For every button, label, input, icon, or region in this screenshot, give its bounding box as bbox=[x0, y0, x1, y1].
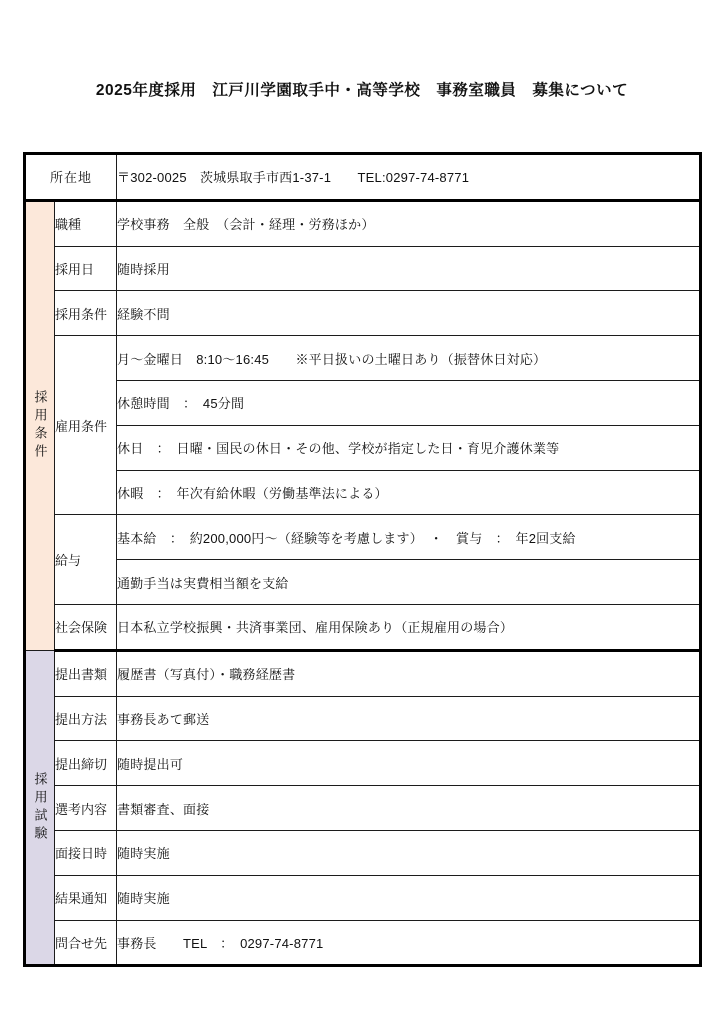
table-row-holidays bbox=[25, 425, 701, 470]
holidays-value: 休日 ： 日曜・国民の休日・その他、学校が指定した日・育児介護休業等 bbox=[117, 425, 701, 470]
table-row-leave bbox=[25, 470, 701, 515]
interview-value: 随時実施 bbox=[117, 830, 701, 875]
submission-method-value: 事務長あて郵送 bbox=[117, 696, 701, 741]
recruitment-table bbox=[23, 152, 702, 967]
hire-date-label: 採用日 bbox=[55, 246, 117, 291]
location-value: 〒302-0025 茨城県取手市西1-37-1 TEL:0297-74-8771 bbox=[117, 154, 701, 201]
documents-value: 履歴書（写真付）・職務経歴書 bbox=[117, 650, 701, 696]
table-row-hire-date bbox=[25, 246, 701, 291]
table-row-job-type bbox=[25, 200, 701, 246]
table-row-notification bbox=[25, 875, 701, 920]
deadline-label: 提出締切 bbox=[55, 741, 117, 786]
submission-method-label: 提出方法 bbox=[55, 696, 117, 741]
contact-label: 問合せ先 bbox=[55, 920, 117, 966]
table-row-social-insurance bbox=[25, 604, 701, 650]
employment-conditions-label: 雇用条件 bbox=[55, 336, 117, 515]
notification-value: 随時実施 bbox=[117, 875, 701, 920]
table-row-deadline bbox=[25, 741, 701, 786]
notification-label: 結果通知 bbox=[55, 875, 117, 920]
social-insurance-label: 社会保険 bbox=[55, 604, 117, 650]
table-row-screening bbox=[25, 786, 701, 831]
contact-value: 事務長 TEL ： 0297-74-8771 bbox=[117, 920, 701, 966]
location-label: 所在地 bbox=[25, 154, 117, 201]
commute-allowance-value: 通勤手当は実費相当額を支給 bbox=[117, 560, 701, 605]
table-row-location bbox=[25, 154, 701, 201]
job-type-value: 学校事務 全般 （会計・経理・労務ほか） bbox=[117, 200, 701, 246]
table-row-documents bbox=[25, 650, 701, 696]
base-salary-value: 基本給 ： 約200,000円～（経験等を考慮します） ・ 賞与 ： 年2回支給 bbox=[117, 515, 701, 560]
hire-date-value: 随時採用 bbox=[117, 246, 701, 291]
section-label-conditions: 採用条件 bbox=[25, 200, 55, 650]
table-row-interview bbox=[25, 830, 701, 875]
table-row-contact bbox=[25, 920, 701, 966]
table-row-work-schedule bbox=[25, 336, 701, 381]
screening-value: 書類審査、面接 bbox=[117, 786, 701, 831]
table-row-commute-allowance bbox=[25, 560, 701, 605]
page-title: 2025年度採用 江戸川学園取手中・高等学校 事務室職員 募集について bbox=[95, 82, 629, 99]
screening-label: 選考内容 bbox=[55, 786, 117, 831]
requirements-label: 採用条件 bbox=[55, 291, 117, 336]
table-row-break-time bbox=[25, 380, 701, 425]
work-schedule-value: 月～金曜日 8:10～16:45 ※平日扱いの土曜日あり（振替休日対応） bbox=[117, 336, 701, 381]
interview-label: 面接日時 bbox=[55, 830, 117, 875]
documents-label: 提出書類 bbox=[55, 650, 117, 696]
table-row-submission-method bbox=[25, 696, 701, 741]
social-insurance-value: 日本私立学校振興・共済事業団、雇用保険あり（正規雇用の場合） bbox=[117, 604, 701, 650]
leave-value: 休暇 ： 年次有給休暇（労働基準法による） bbox=[117, 470, 701, 515]
table-row-base-salary bbox=[25, 515, 701, 560]
section-label-exam: 採用試験 bbox=[25, 650, 55, 966]
job-type-label: 職種 bbox=[55, 200, 117, 246]
break-time-value: 休憩時間 ： 45分間 bbox=[117, 380, 701, 425]
salary-label: 給与 bbox=[55, 515, 117, 605]
table-row-requirements bbox=[25, 291, 701, 336]
deadline-value: 随時提出可 bbox=[117, 741, 701, 786]
requirements-value: 経験不問 bbox=[117, 291, 701, 336]
